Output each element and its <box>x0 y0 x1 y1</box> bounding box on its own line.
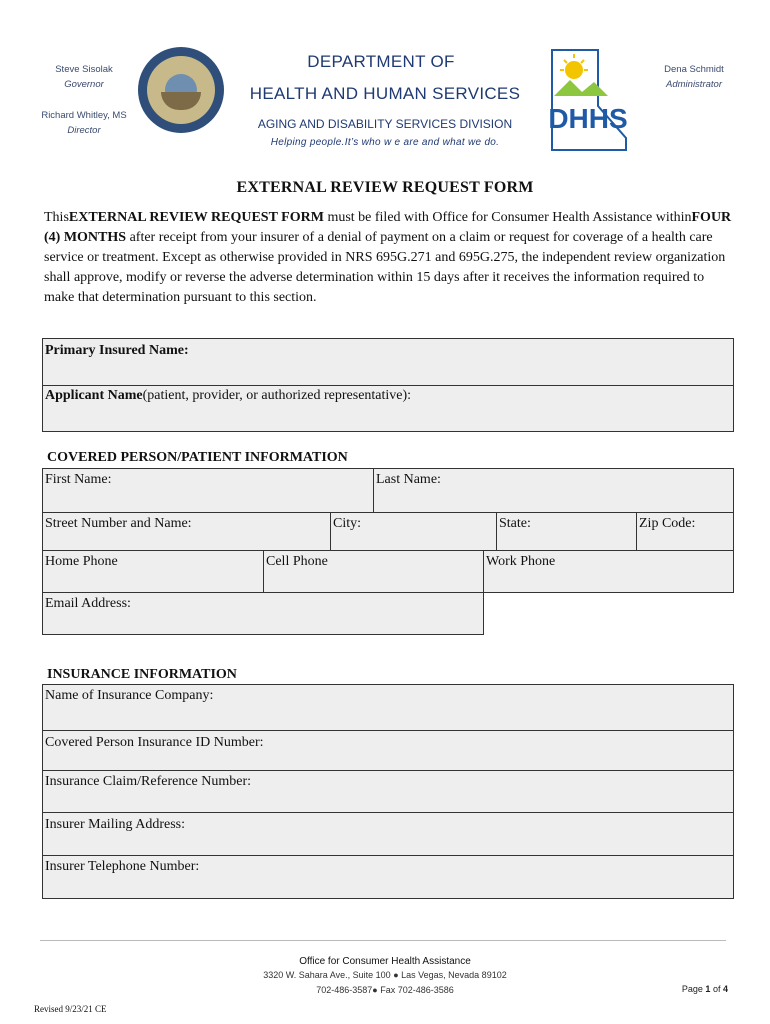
director-name: Richard Whitley, MS <box>41 110 127 121</box>
insurance-id-field[interactable] <box>42 730 734 771</box>
city-field[interactable] <box>330 512 497 551</box>
governor-name: Steve Sisolak <box>55 64 113 75</box>
first-name-label: First Name: <box>45 472 112 487</box>
email-field[interactable] <box>42 592 484 635</box>
department-title-line2: HEALTH AND HUMAN SERVICES <box>249 84 521 103</box>
cell-phone-label: Cell Phone <box>266 554 328 569</box>
home-phone-label: Home Phone <box>45 554 118 569</box>
footer-address: 3320 W. Sahara Ave., Suite 100 ● Las Vegas, Nevada 89102 <box>263 970 507 980</box>
state-field[interactable] <box>496 512 637 551</box>
nevada-state-seal <box>138 47 224 133</box>
patient-section-heading: COVERED PERSON/PATIENT INFORMATION <box>47 450 348 465</box>
street-label: Street Number and Name: <box>45 516 192 531</box>
intro-paragraph: ThisEXTERNAL REVIEW REQUEST FORM must be filed with Office for Consumer Health Assistance withinFOUR (4) MONTHS after receipt from your insurer of a denial of payment on a claim or request for coverage of a health care service or treatment. Except as otherwise provided in NRS 695G.271 and 695G.275, the independent review organization shall approve, modify or reverse the adverse determination within 15 days after it receives the information required to make that determination pursuant to this section. <box>44 210 732 305</box>
cell-phone-field[interactable] <box>263 550 484 593</box>
dhhs-logo <box>548 46 630 152</box>
zip-code-field[interactable] <box>636 512 734 551</box>
director-title: Director <box>67 125 101 136</box>
footer-divider <box>40 940 726 941</box>
applicant-name-field[interactable] <box>42 385 734 432</box>
insurer-telephone-field[interactable] <box>42 855 734 899</box>
first-name-field[interactable] <box>42 468 374 513</box>
street-field[interactable] <box>42 512 331 551</box>
tagline: Helping people.It’s who w e are and what we do. <box>270 137 500 148</box>
revision-note: Revised 9/23/21 CE <box>34 1004 107 1014</box>
division-name: AGING AND DISABILITY SERVICES DIVISION <box>257 117 513 131</box>
page-number: Page 1 of 4 <box>681 984 728 994</box>
administrator-title: Administrator <box>666 79 722 90</box>
insurer-telephone-label: Insurer Telephone Number: <box>45 859 200 874</box>
primary-insured-field[interactable] <box>42 338 734 386</box>
last-name-label: Last Name: <box>376 472 441 487</box>
insurance-section-heading: INSURANCE INFORMATION <box>47 667 237 682</box>
department-title-line1: DEPARTMENT OF <box>307 52 455 71</box>
zip-code-label: Zip Code: <box>639 516 696 531</box>
claim-number-field[interactable] <box>42 770 734 813</box>
state-label: State: <box>499 516 531 531</box>
claim-number-label: Insurance Claim/Reference Number: <box>45 774 252 789</box>
director-block <box>30 108 138 138</box>
city-label: City: <box>333 516 362 531</box>
governor-block <box>30 62 138 92</box>
insurer-mailing-address-label: Insurer Mailing Address: <box>45 817 185 832</box>
primary-insured-label: Primary Insured Name: <box>45 343 189 358</box>
email-label: Email Address: <box>45 596 131 611</box>
home-phone-field[interactable] <box>42 550 264 593</box>
work-phone-field[interactable] <box>483 550 734 593</box>
footer-office: Office for Consumer Health Assistance <box>299 956 471 967</box>
last-name-field[interactable] <box>373 468 734 513</box>
form-title: EXTERNAL REVIEW REQUEST FORM <box>236 179 534 196</box>
logo-text: DHHS <box>548 103 628 134</box>
insurance-company-label: Name of Insurance Company: <box>45 688 214 703</box>
work-phone-label: Work Phone <box>486 554 556 569</box>
applicant-note: (patient, provider, or authorized representative): <box>142 388 412 403</box>
insurance-company-field[interactable] <box>42 684 734 731</box>
administrator-block <box>638 62 750 92</box>
governor-title: Governor <box>64 79 104 90</box>
administrator-name: Dena Schmidt <box>664 64 724 75</box>
footer-phones: 702-486-3587● Fax 702-486-3586 <box>316 985 454 995</box>
applicant-label: Applicant Name <box>45 388 143 403</box>
insurance-id-label: Covered Person Insurance ID Number: <box>45 735 264 750</box>
insurer-mailing-address-field[interactable] <box>42 812 734 856</box>
